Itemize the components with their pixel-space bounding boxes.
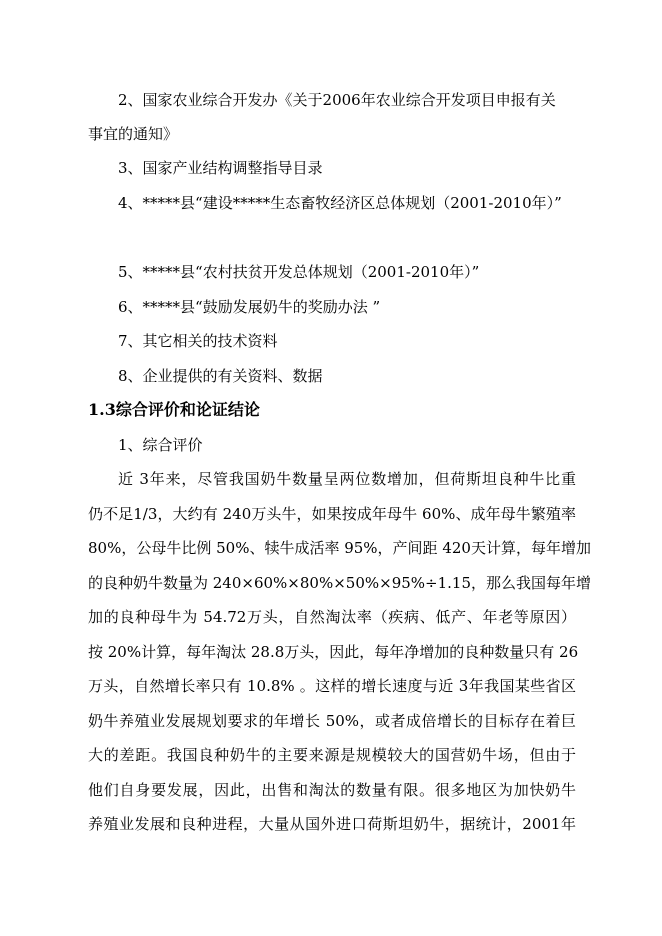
paragraph-line: 的良种奶牛数量为 240×60%×80%×50%×95%÷1.15，那么我国每年增 [88, 574, 591, 592]
paragraph-line: 万头，自然增长率只有 10.8% 。这样的增长速度与近 3年我国某些省区 [88, 677, 576, 695]
reference-item-2: 2、国家农业综合开发办《关于2006年农业综合开发项目申报有关 [118, 91, 556, 109]
paragraph-line: 养殖业发展和良种进程，大量从国外进口荷斯坦奶牛，据统计，2001年 [88, 815, 576, 833]
reference-item-3: 3、国家产业结构调整指导目录 [118, 159, 323, 177]
paragraph-line: 80%，公母牛比例 50%、犊牛成活率 95%，产间距 420天计算，每年增加 [88, 539, 591, 557]
paragraph-line: 奶牛养殖业发展规划要求的年增长 50%，或者成倍增长的目标存在着巨 [88, 712, 576, 730]
paragraph-line: 他们自身要发展，因此，出售和淘汰的数量有限。很多地区为加快奶牛 [88, 781, 576, 799]
reference-item-5: 5、*****县“农村扶贫开发总体规划（2001-2010年）” [118, 263, 480, 281]
reference-item-6: 6、*****县“鼓励发展奶牛的奖励办法 ” [118, 298, 381, 316]
paragraph-line: 仍不足1/3，大约有 240万头牛，如果按成年母牛 60%、成年母牛繁殖率 [88, 505, 576, 523]
reference-item-4: 4、*****县“建设*****生态畜牧经济区总体规划（2001-2010年）” [118, 194, 562, 212]
section-subheading: 1、综合评价 [118, 436, 203, 454]
reference-item-8: 8、企业提供的有关资料、数据 [118, 367, 323, 385]
reference-item-7: 7、其它相关的技术资料 [118, 332, 278, 350]
paragraph-line: 近 3年来，尽管我国奶牛数量呈两位数增加，但荷斯坦良种牛比重 [118, 470, 576, 488]
section-heading: 1.3综合评价和论证结论 [88, 400, 260, 419]
paragraph-line: 按 20%计算，每年淘汰 28.8万头，因此，每年净增加的良种数量只有 26 [88, 643, 579, 661]
paragraph-line: 加的良种母牛为 54.72万头，自然淘汰率（疾病、低产、年老等原因） [88, 608, 576, 626]
reference-item-2-continued: 事宜的通知》 [88, 125, 179, 143]
paragraph-line: 大的差距。我国良种奶牛的主要来源是规模较大的国营奶牛场，但由于 [88, 746, 576, 764]
